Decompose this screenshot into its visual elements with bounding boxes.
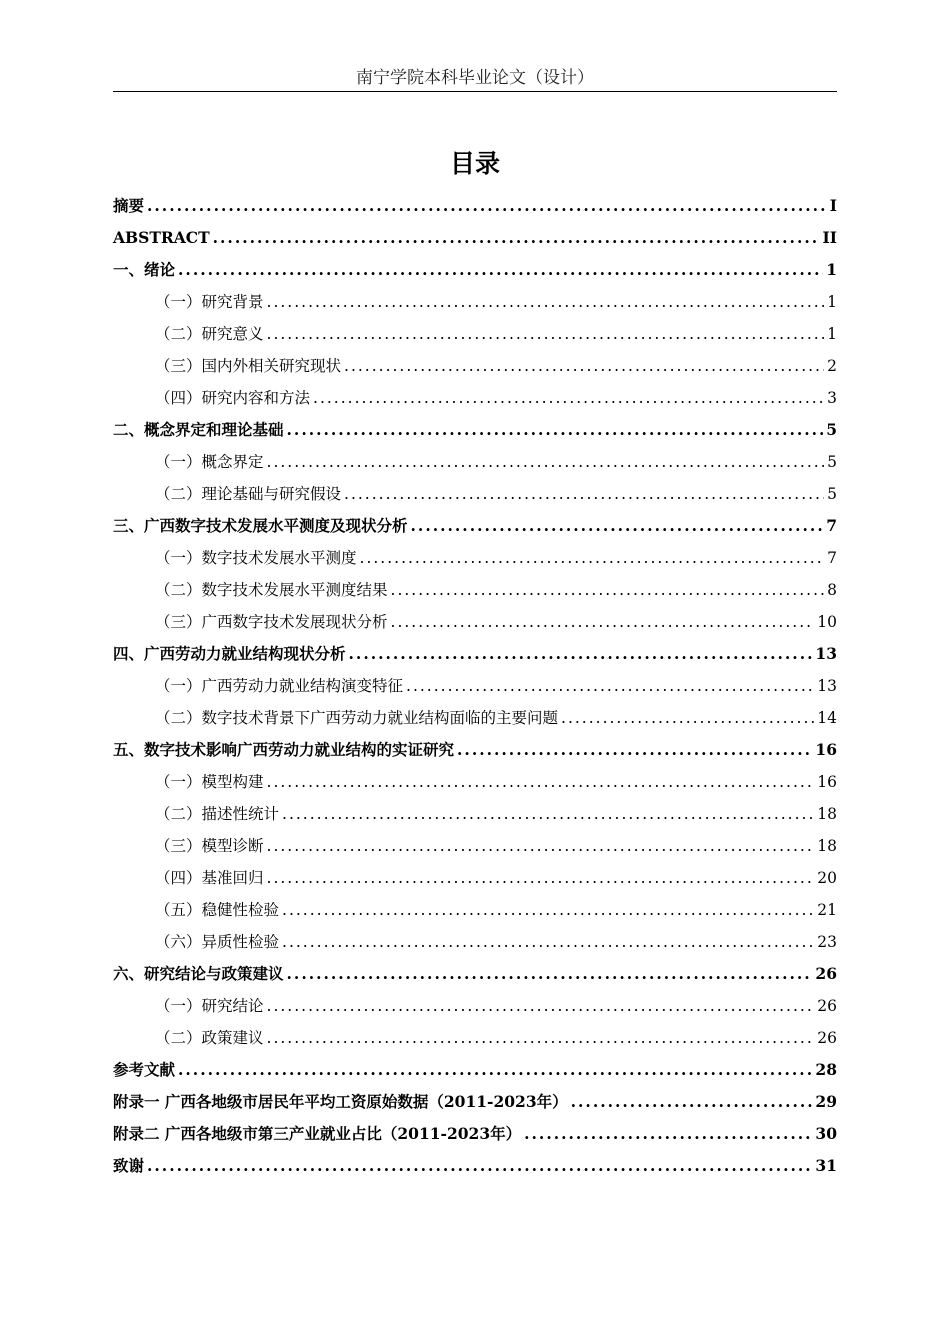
toc-dot-leader	[282, 798, 814, 830]
toc-dot-leader	[267, 1022, 815, 1054]
toc-dot-leader	[411, 510, 824, 542]
toc-entry[interactable]	[113, 414, 837, 446]
toc-entry-page: 26	[815, 964, 837, 983]
toc-dot-leader	[267, 990, 815, 1022]
toc-entry-label: 参考文献	[113, 1060, 176, 1079]
toc-dot-leader	[344, 478, 824, 510]
toc-dot-leader	[287, 958, 813, 990]
toc-entry[interactable]	[113, 1150, 837, 1182]
toc-entry-number: 三、	[113, 516, 145, 535]
toc-entry[interactable]	[113, 1054, 837, 1086]
toc-entry-page: 31	[815, 1156, 837, 1175]
toc-entry-label: 附录二 广西各地级市第三产业就业占比（2011-2023年）	[113, 1124, 522, 1143]
toc-entry-page: 18	[817, 805, 837, 823]
toc-entry-page: 5	[826, 420, 837, 439]
toc-dot-leader	[282, 926, 814, 958]
toc-entry-label: （四）研究内容和方法	[155, 389, 311, 407]
toc-entry-label: 绪论	[144, 260, 176, 279]
toc-entry-label: （一）研究背景	[155, 293, 264, 311]
toc-entry[interactable]	[113, 222, 837, 254]
toc-entry-label: （一）数字技术发展水平测度	[155, 549, 357, 567]
toc-dot-leader	[147, 1150, 812, 1182]
toc-entry[interactable]	[113, 382, 837, 414]
toc-entry-label: 摘要	[113, 196, 145, 215]
toc-dot-leader	[267, 446, 825, 478]
toc-entry[interactable]	[113, 574, 837, 606]
toc-dot-leader	[313, 382, 824, 414]
toc-entry-page: 1	[827, 325, 837, 343]
toc-dot-leader	[524, 1118, 812, 1150]
toc-entry[interactable]	[113, 1086, 837, 1118]
toc-entry-label: ABSTRACT	[113, 228, 210, 247]
toc-entry-label: （二）理论基础与研究假设	[155, 485, 342, 503]
toc-entry-page: I	[829, 196, 837, 215]
toc-entry[interactable]	[113, 318, 837, 350]
toc-entry-page: 28	[815, 1060, 837, 1079]
toc-entry-label: （二）政策建议	[155, 1029, 264, 1047]
toc-entry-page: 29	[815, 1092, 837, 1111]
toc-entry-label: 附录一 广西各地级市居民年平均工资原始数据（2011-2023年）	[113, 1092, 568, 1111]
toc-entry[interactable]	[113, 990, 837, 1022]
toc-dot-leader	[267, 286, 825, 318]
toc-entry[interactable]	[113, 702, 837, 734]
toc-dot-leader	[406, 670, 814, 702]
toc-entry[interactable]	[113, 638, 837, 670]
toc-entry-page: 21	[817, 901, 837, 919]
toc-entry-number: 五、	[113, 740, 145, 759]
toc-entry-page: 13	[815, 644, 837, 663]
toc-entry-label: （二）数字技术背景下广西劳动力就业结构面临的主要问题	[155, 709, 559, 727]
page-header: 南宁学院本科毕业论文（设计）	[356, 68, 594, 88]
toc-entry-page: 26	[817, 997, 837, 1015]
toc-entry[interactable]	[113, 894, 837, 926]
toc-entry[interactable]	[113, 510, 837, 542]
toc-entry-label: （一）概念界定	[155, 453, 264, 471]
toc-dot-leader	[267, 766, 815, 798]
toc-entry-number: 四、	[113, 644, 145, 663]
toc-entry-label: （三）广西数字技术发展现状分析	[155, 613, 388, 631]
toc-entry[interactable]	[113, 542, 837, 574]
toc-entry-page: 5	[827, 453, 837, 471]
toc-entry-page: 18	[817, 837, 837, 855]
toc-dot-leader	[360, 542, 825, 574]
toc-entry-label: （一）模型构建	[155, 773, 264, 791]
toc-entry-page: 16	[817, 773, 837, 791]
header-rule	[113, 91, 837, 92]
toc-entry-label: 数字技术影响广西劳动力就业结构的实证研究	[144, 740, 455, 759]
toc-entry-label: （一）广西劳动力就业结构演变特征	[155, 677, 404, 695]
toc-dot-leader	[147, 190, 827, 222]
toc-dot-leader	[349, 638, 813, 670]
toc-entry-label: 概念界定和理论基础	[144, 420, 284, 439]
toc-entry-label: 致谢	[113, 1156, 145, 1175]
toc-dot-leader	[213, 222, 820, 254]
toc-entry-label: （一）研究结论	[155, 997, 264, 1015]
toc-dot-leader	[344, 350, 824, 382]
toc-entry[interactable]	[113, 286, 837, 318]
toc-entry-number: 一、	[113, 260, 145, 279]
toc-dot-leader	[267, 862, 815, 894]
toc-entry-page: 5	[827, 485, 837, 503]
toc-entry-page: 23	[817, 933, 837, 951]
toc-dot-leader	[391, 574, 825, 606]
toc-dot-leader	[282, 894, 814, 926]
toc-entry[interactable]	[113, 190, 837, 222]
toc-entry-page: 14	[817, 709, 837, 727]
toc-entry[interactable]	[113, 926, 837, 958]
toc-entry-label: （三）国内外相关研究现状	[155, 357, 342, 375]
toc-entry[interactable]	[113, 350, 837, 382]
toc-entry-number: 二、	[113, 420, 145, 439]
toc-dot-leader	[561, 702, 814, 734]
toc-entry-page: 7	[827, 549, 837, 567]
toc-entry[interactable]	[113, 478, 837, 510]
toc-dot-leader	[457, 734, 812, 766]
page-title: 目录	[449, 149, 500, 178]
toc-entry-page: 1	[827, 293, 837, 311]
toc-entry-label: （二）数字技术发展水平测度结果	[155, 581, 388, 599]
table-of-contents	[113, 190, 837, 1182]
toc-dot-leader	[178, 1054, 812, 1086]
toc-entry-page: II	[822, 228, 837, 247]
toc-entry-label: （二）研究意义	[155, 325, 264, 343]
toc-entry-page: 26	[817, 1029, 837, 1047]
toc-dot-leader	[178, 254, 823, 286]
toc-entry-label: 广西数字技术发展水平测度及现状分析	[144, 516, 408, 535]
toc-entry[interactable]	[113, 670, 837, 702]
toc-entry[interactable]	[113, 766, 837, 798]
toc-entry-label: （五）稳健性检验	[155, 901, 280, 919]
toc-entry-page: 13	[817, 677, 837, 695]
toc-entry-page: 30	[815, 1124, 837, 1143]
toc-entry[interactable]	[113, 830, 837, 862]
toc-dot-leader	[391, 606, 815, 638]
toc-entry-page: 8	[827, 581, 837, 599]
toc-entry-label: （二）描述性统计	[155, 805, 280, 823]
toc-entry-number: 六、	[113, 964, 145, 983]
toc-dot-leader	[267, 318, 825, 350]
toc-entry-page: 16	[815, 740, 837, 759]
toc-entry[interactable]	[113, 798, 837, 830]
toc-entry-label: 广西劳动力就业结构现状分析	[144, 644, 346, 663]
toc-entry-label: 研究结论与政策建议	[144, 964, 284, 983]
toc-entry[interactable]	[113, 1022, 837, 1054]
toc-entry-label: （六）异质性检验	[155, 933, 280, 951]
toc-entry-page: 10	[817, 613, 837, 631]
toc-entry-label: （四）基准回归	[155, 869, 264, 887]
toc-entry[interactable]	[113, 446, 837, 478]
toc-entry-page: 3	[827, 389, 837, 407]
toc-entry[interactable]	[113, 862, 837, 894]
toc-entry[interactable]	[113, 734, 837, 766]
toc-dot-leader	[267, 830, 815, 862]
toc-entry-label: （三）模型诊断	[155, 837, 264, 855]
toc-dot-leader	[287, 414, 824, 446]
toc-entry-page: 20	[817, 869, 837, 887]
toc-entry[interactable]	[113, 1118, 837, 1150]
toc-entry-page: 2	[827, 357, 837, 375]
toc-entry-page: 7	[826, 516, 837, 535]
toc-entry[interactable]	[113, 606, 837, 638]
toc-entry[interactable]	[113, 958, 837, 990]
toc-dot-leader	[571, 1086, 813, 1118]
toc-entry-page: 1	[826, 260, 837, 279]
toc-entry[interactable]	[113, 254, 837, 286]
